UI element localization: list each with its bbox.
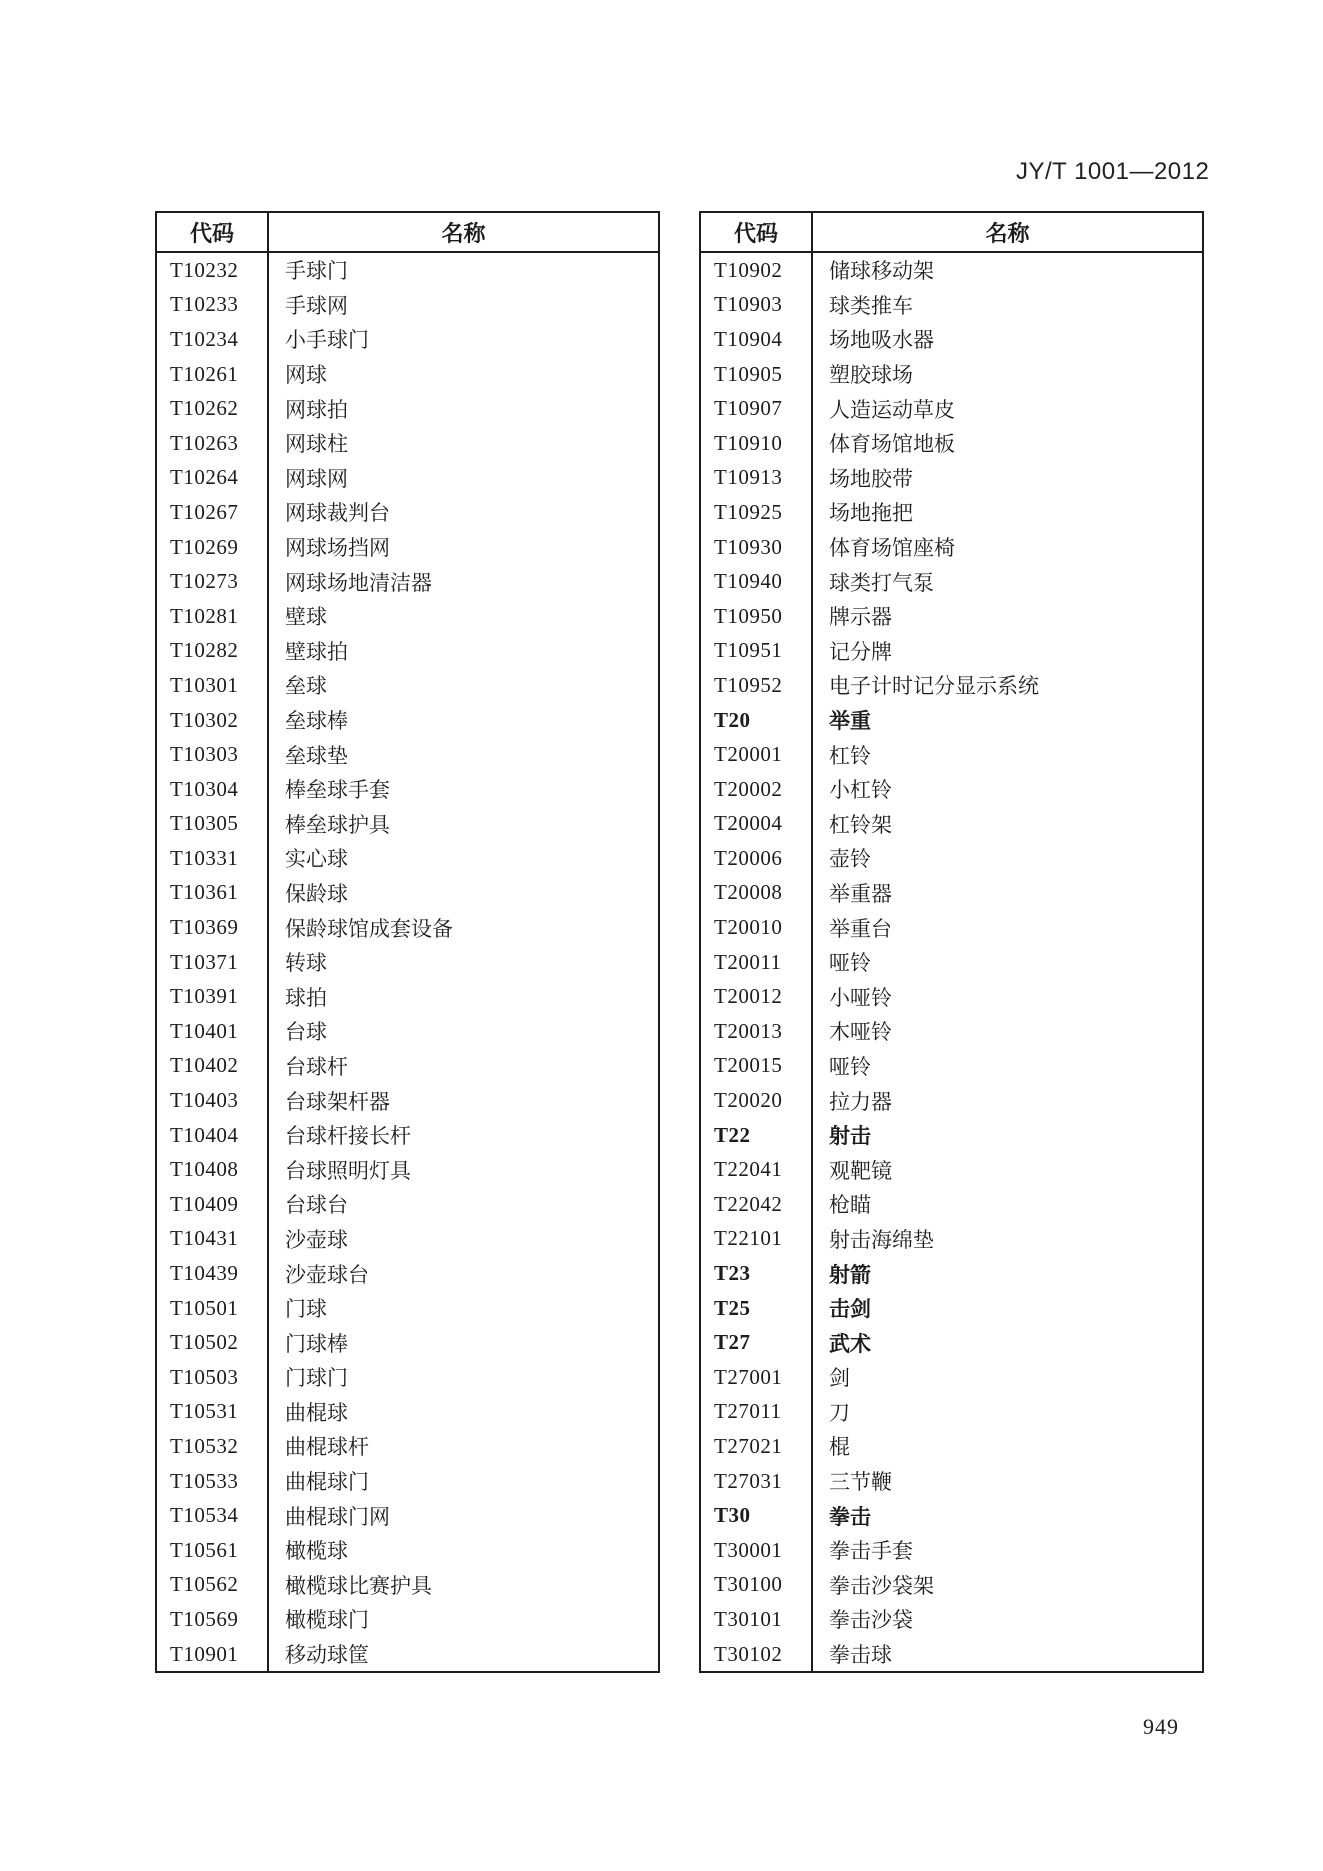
- table-row: [156, 391, 659, 426]
- equipment-code-table-right: [699, 211, 1204, 1673]
- name-cell: 观靶镜: [829, 1158, 892, 1183]
- code-cell: T20012: [700, 979, 812, 1014]
- table-row: [700, 1395, 1203, 1430]
- code-cell: T30102: [700, 1637, 812, 1673]
- name-cell: 曲棍球杆: [285, 1435, 369, 1460]
- table-row: [700, 1325, 1203, 1360]
- name-cell: 场地吸水器: [829, 328, 934, 353]
- table-row: [156, 1118, 659, 1153]
- table-row: [700, 426, 1203, 461]
- name-cell: 网球网: [285, 466, 348, 491]
- table-row: [156, 1533, 659, 1568]
- code-cell: T10262: [156, 391, 268, 426]
- table-row: [156, 703, 659, 738]
- name-cell: 哑铃: [829, 1054, 871, 1079]
- name-cell: 场地拖把: [829, 501, 913, 526]
- name-cell: 塑胶球场: [829, 363, 913, 388]
- table-row: [700, 391, 1203, 426]
- code-cell: T10371: [156, 945, 268, 980]
- code-cell: T20001: [700, 737, 812, 772]
- code-cell: T20015: [700, 1049, 812, 1084]
- table-body: [700, 252, 1203, 1672]
- name-cell: 壶铃: [829, 847, 871, 872]
- code-cell: T20013: [700, 1014, 812, 1049]
- name-cell: 举重器: [829, 881, 892, 906]
- name-cell: 沙壶球: [285, 1227, 348, 1252]
- table-row: [700, 357, 1203, 392]
- code-cell: T20: [700, 703, 812, 738]
- table-row: [156, 461, 659, 496]
- table-row: [156, 945, 659, 980]
- table-row: [700, 1222, 1203, 1257]
- page-number: 949: [1143, 1714, 1179, 1739]
- code-cell: T27021: [700, 1429, 812, 1464]
- table-header: [700, 212, 1203, 252]
- table-row: [156, 1083, 659, 1118]
- code-cell: T20020: [700, 1083, 812, 1118]
- table-row: [156, 1222, 659, 1257]
- code-cell: T10302: [156, 703, 268, 738]
- name-cell: 场地胶带: [829, 466, 913, 491]
- code-cell: T30: [700, 1498, 812, 1533]
- name-cell: 拳击: [829, 1504, 871, 1529]
- code-cell: T27011: [700, 1395, 812, 1430]
- name-cell: 杠铃: [829, 743, 871, 768]
- code-cell: T10402: [156, 1049, 268, 1084]
- table-body: [156, 252, 659, 1672]
- name-cell: 垒球垫: [285, 743, 348, 768]
- name-cell: 哑铃: [829, 951, 871, 976]
- code-cell: T10561: [156, 1533, 268, 1568]
- code-column-header: 代码: [156, 212, 268, 252]
- table-row: [156, 841, 659, 876]
- name-cell: 台球杆接长杆: [285, 1124, 411, 1149]
- code-cell: T10903: [700, 288, 812, 323]
- code-cell: T10404: [156, 1118, 268, 1153]
- name-cell: 拳击手套: [829, 1539, 913, 1564]
- code-cell: T10902: [700, 252, 812, 288]
- name-cell: 台球台: [285, 1193, 348, 1218]
- code-cell: T22041: [700, 1152, 812, 1187]
- name-cell: 三节鞭: [829, 1470, 892, 1495]
- table-row: [156, 910, 659, 945]
- code-cell: T10532: [156, 1429, 268, 1464]
- table-row: [700, 495, 1203, 530]
- name-cell: 剑: [829, 1366, 850, 1391]
- table-row: [700, 737, 1203, 772]
- code-cell: T10925: [700, 495, 812, 530]
- name-cell: 橄榄球: [285, 1539, 348, 1564]
- name-cell: 橄榄球门: [285, 1608, 369, 1633]
- standard-code-header: JY/T 1001—2012: [1016, 158, 1210, 185]
- code-cell: T20004: [700, 807, 812, 842]
- table-row: [700, 979, 1203, 1014]
- name-cell: 小杠铃: [829, 778, 892, 803]
- table-row: [156, 426, 659, 461]
- code-cell: T10501: [156, 1291, 268, 1326]
- code-cell: T20011: [700, 945, 812, 980]
- table-row: [700, 1498, 1203, 1533]
- code-cell: T10403: [156, 1083, 268, 1118]
- code-cell: T25: [700, 1291, 812, 1326]
- name-cell: 垒球棒: [285, 709, 348, 734]
- table-row: [156, 772, 659, 807]
- code-cell: T10562: [156, 1568, 268, 1603]
- code-cell: T10304: [156, 772, 268, 807]
- code-cell: T10569: [156, 1602, 268, 1637]
- code-cell: T10264: [156, 461, 268, 496]
- name-cell: 网球场地清洁器: [285, 570, 432, 595]
- code-cell: T10503: [156, 1360, 268, 1395]
- table-row: [156, 979, 659, 1014]
- name-cell: 网球拍: [285, 397, 348, 422]
- name-cell: 沙壶球台: [285, 1262, 369, 1287]
- code-cell: T10913: [700, 461, 812, 496]
- name-cell: 棒垒球手套: [285, 778, 390, 803]
- code-cell: T10282: [156, 634, 268, 669]
- table-row: [700, 1152, 1203, 1187]
- code-cell: T10905: [700, 357, 812, 392]
- code-cell: T30101: [700, 1602, 812, 1637]
- table-row: [700, 1602, 1203, 1637]
- table-row: [700, 1083, 1203, 1118]
- name-cell: 曲棍球: [285, 1400, 348, 1425]
- code-cell: T10361: [156, 876, 268, 911]
- table-row: [156, 288, 659, 323]
- table-row: [156, 1256, 659, 1291]
- name-cell: 体育场馆地板: [829, 432, 955, 457]
- name-cell: 拳击球: [829, 1643, 892, 1668]
- name-cell: 举重: [829, 709, 871, 734]
- name-cell: 枪瞄: [829, 1193, 871, 1218]
- code-cell: T10901: [156, 1637, 268, 1673]
- name-cell: 转球: [285, 951, 327, 976]
- code-cell: T10930: [700, 530, 812, 565]
- name-cell: 网球柱: [285, 432, 348, 457]
- table-row: [156, 495, 659, 530]
- code-cell: T10233: [156, 288, 268, 323]
- table-row: [700, 1256, 1203, 1291]
- header-row: [156, 212, 659, 252]
- name-cell: 门球棒: [285, 1331, 348, 1356]
- code-cell: T23: [700, 1256, 812, 1291]
- code-cell: T10305: [156, 807, 268, 842]
- table-row: [156, 1637, 659, 1673]
- name-cell: 电子计时记分显示系统: [829, 674, 1039, 699]
- name-cell: 储球移动架: [829, 259, 934, 284]
- name-cell: 杠铃架: [829, 812, 892, 837]
- code-cell: T10263: [156, 426, 268, 461]
- table-header: [156, 212, 659, 252]
- table-row: [156, 322, 659, 357]
- name-cell: 牌示器: [829, 605, 892, 630]
- name-cell: 垒球: [285, 674, 327, 699]
- name-cell: 射击海绵垫: [829, 1227, 934, 1252]
- name-cell: 拉力器: [829, 1089, 892, 1114]
- name-cell: 小手球门: [285, 328, 369, 353]
- table-row: [700, 807, 1203, 842]
- code-cell: T22042: [700, 1187, 812, 1222]
- code-cell: T10269: [156, 530, 268, 565]
- table-row: [156, 599, 659, 634]
- table-row: [700, 1568, 1203, 1603]
- table-row: [156, 1325, 659, 1360]
- name-cell: 曲棍球门: [285, 1470, 369, 1495]
- code-cell: T10331: [156, 841, 268, 876]
- code-cell: T10910: [700, 426, 812, 461]
- code-cell: T10940: [700, 564, 812, 599]
- name-cell: 保龄球馆成套设备: [285, 916, 453, 941]
- table-row: [700, 1637, 1203, 1673]
- table-row: [700, 322, 1203, 357]
- table-row: [156, 807, 659, 842]
- table-row: [700, 252, 1203, 288]
- table-row: [156, 1360, 659, 1395]
- code-cell: T10401: [156, 1014, 268, 1049]
- table-row: [156, 1291, 659, 1326]
- name-cell: 球类打气泵: [829, 570, 934, 595]
- code-cell: T30001: [700, 1533, 812, 1568]
- table-row: [156, 1395, 659, 1430]
- name-cell: 射击: [829, 1124, 871, 1149]
- code-cell: T10439: [156, 1256, 268, 1291]
- name-column-header: 名称: [812, 212, 1203, 252]
- code-cell: T27001: [700, 1360, 812, 1395]
- name-cell: 壁球拍: [285, 639, 348, 664]
- table-row: [156, 737, 659, 772]
- table-row: [700, 945, 1203, 980]
- name-cell: 球类推车: [829, 293, 913, 318]
- name-cell: 手球网: [285, 293, 348, 318]
- code-cell: T20002: [700, 772, 812, 807]
- table-row: [156, 564, 659, 599]
- table-row: [700, 461, 1203, 496]
- table-row: [156, 1568, 659, 1603]
- name-cell: 记分牌: [829, 639, 892, 664]
- table-row: [700, 634, 1203, 669]
- table-row: [700, 288, 1203, 323]
- code-cell: T10904: [700, 322, 812, 357]
- table-row: [156, 1464, 659, 1499]
- name-cell: 棒垒球护具: [285, 812, 390, 837]
- code-cell: T20008: [700, 876, 812, 911]
- name-cell: 壁球: [285, 605, 327, 630]
- table-row: [700, 876, 1203, 911]
- header-row: [700, 212, 1203, 252]
- code-cell: T10391: [156, 979, 268, 1014]
- table-row: [700, 1014, 1203, 1049]
- name-cell: 体育场馆座椅: [829, 536, 955, 561]
- code-cell: T10951: [700, 634, 812, 669]
- code-cell: T30100: [700, 1568, 812, 1603]
- table-row: [700, 1187, 1203, 1222]
- code-cell: T10301: [156, 668, 268, 703]
- code-cell: T10431: [156, 1222, 268, 1257]
- code-cell: T10531: [156, 1395, 268, 1430]
- name-cell: 射箭: [829, 1262, 871, 1287]
- code-column-header: 代码: [700, 212, 812, 252]
- table-row: [156, 1152, 659, 1187]
- table-row: [700, 1429, 1203, 1464]
- name-cell: 网球场挡网: [285, 536, 390, 561]
- table-row: [700, 772, 1203, 807]
- equipment-code-table-left: [155, 211, 660, 1673]
- name-cell: 武术: [829, 1331, 871, 1356]
- table-row: [156, 668, 659, 703]
- name-cell: 拳击沙袋架: [829, 1573, 934, 1598]
- code-cell: T10907: [700, 391, 812, 426]
- table-row: [700, 1118, 1203, 1153]
- table-row: [700, 564, 1203, 599]
- table-row: [156, 252, 659, 288]
- table-row: [700, 668, 1203, 703]
- code-cell: T10502: [156, 1325, 268, 1360]
- code-cell: T22: [700, 1118, 812, 1153]
- table-row: [700, 841, 1203, 876]
- code-cell: T27031: [700, 1464, 812, 1499]
- code-cell: T10267: [156, 495, 268, 530]
- name-cell: 小哑铃: [829, 985, 892, 1010]
- code-cell: T10261: [156, 357, 268, 392]
- table-row: [156, 1498, 659, 1533]
- name-cell: 网球: [285, 363, 327, 388]
- name-cell: 曲棍球门网: [285, 1504, 390, 1529]
- name-cell: 门球门: [285, 1366, 348, 1391]
- name-cell: 刀: [829, 1400, 850, 1425]
- table-row: [156, 357, 659, 392]
- code-cell: T10950: [700, 599, 812, 634]
- table-row: [700, 1360, 1203, 1395]
- code-cell: T10533: [156, 1464, 268, 1499]
- table-row: [156, 1187, 659, 1222]
- name-cell: 拳击沙袋: [829, 1608, 913, 1633]
- code-cell: T10303: [156, 737, 268, 772]
- table-row: [156, 530, 659, 565]
- table-row: [700, 1533, 1203, 1568]
- code-cell: T10952: [700, 668, 812, 703]
- name-cell: 台球: [285, 1020, 327, 1045]
- name-cell: 台球杆: [285, 1054, 348, 1079]
- name-cell: 人造运动草皮: [829, 397, 955, 422]
- table-row: [156, 634, 659, 669]
- code-cell: T22101: [700, 1222, 812, 1257]
- code-cell: T10273: [156, 564, 268, 599]
- name-cell: 击剑: [829, 1297, 871, 1322]
- name-cell: 举重台: [829, 916, 892, 941]
- table-row: [700, 599, 1203, 634]
- table-row: [156, 876, 659, 911]
- name-cell: 保龄球: [285, 881, 348, 906]
- code-cell: T27: [700, 1325, 812, 1360]
- name-cell: 门球: [285, 1297, 327, 1322]
- name-column-header: 名称: [268, 212, 659, 252]
- code-cell: T10281: [156, 599, 268, 634]
- table-row: [156, 1014, 659, 1049]
- name-cell: 台球照明灯具: [285, 1158, 411, 1183]
- code-cell: T10534: [156, 1498, 268, 1533]
- code-cell: T10232: [156, 252, 268, 288]
- name-cell: 实心球: [285, 847, 348, 872]
- name-cell: 移动球筐: [285, 1643, 369, 1668]
- code-cell: T20010: [700, 910, 812, 945]
- name-cell: 网球裁判台: [285, 501, 390, 526]
- table-row: [700, 530, 1203, 565]
- table-row: [700, 1049, 1203, 1084]
- code-cell: T10408: [156, 1152, 268, 1187]
- code-cell: T10409: [156, 1187, 268, 1222]
- table-row: [700, 910, 1203, 945]
- table-row: [156, 1602, 659, 1637]
- code-cell: T10369: [156, 910, 268, 945]
- table-row: [156, 1049, 659, 1084]
- code-cell: T20006: [700, 841, 812, 876]
- name-cell: 手球门: [285, 259, 348, 284]
- name-cell: 橄榄球比赛护具: [285, 1573, 432, 1598]
- name-cell: 台球架杆器: [285, 1089, 390, 1114]
- name-cell: 球拍: [285, 985, 327, 1010]
- table-row: [156, 1429, 659, 1464]
- name-cell: 木哑铃: [829, 1020, 892, 1045]
- code-cell: T10234: [156, 322, 268, 357]
- table-row: [700, 1464, 1203, 1499]
- table-row: [700, 703, 1203, 738]
- name-cell: 棍: [829, 1435, 850, 1460]
- table-row: [700, 1291, 1203, 1326]
